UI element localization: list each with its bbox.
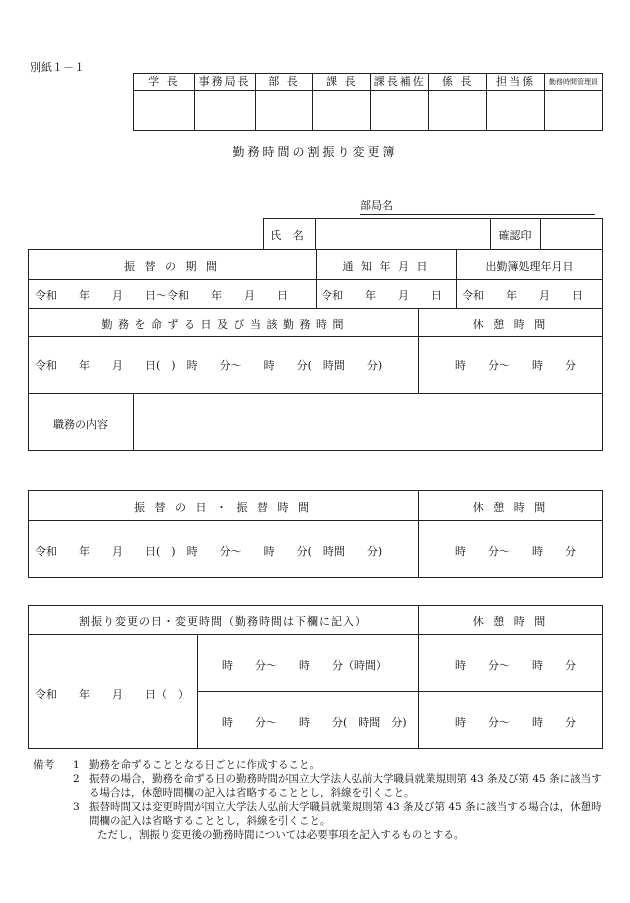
change-time-value-2[interactable]: 時 分～ 時 分( 時間 分) <box>222 716 407 729</box>
remarks-label: 備考 <box>33 759 54 771</box>
stamp-col-president[interactable]: 学 長 <box>134 74 195 130</box>
remarks <box>33 758 608 842</box>
period-header: 振 替 の 期 間 <box>124 260 220 273</box>
duty-content-label: 職務の内容 <box>53 418 108 431</box>
confirm-label: 確認印 <box>498 229 532 242</box>
stamp-col-director[interactable]: 部 長 <box>256 74 314 130</box>
department-label: 部局名 <box>360 199 393 212</box>
stamp-col-staff[interactable]: 担当係 <box>487 74 545 130</box>
name-input[interactable] <box>316 219 490 249</box>
stamp-col-secretary-general[interactable]: 事務局長 <box>195 74 256 130</box>
rest-time-value-3a[interactable]: 時 分～ 時 分 <box>455 659 576 672</box>
rest-time-header-3: 休 憩 時 間 <box>472 615 549 628</box>
period-value[interactable]: 令和 年 月 日～令和 年 月 日 <box>35 289 288 302</box>
change-day-header: 割振り変更の日・変更時間（勤務時間は下欄に記入） <box>79 615 367 628</box>
transfer-day-header: 振 替 の 日 ・ 振 替 時 間 <box>134 501 312 514</box>
page-title: 勤務時間の割振り変更簿 <box>232 145 398 159</box>
change-time-value-1[interactable]: 時 分～ 時 分（時間） <box>222 659 387 672</box>
processed-date-header: 出勤簿処理年月日 <box>485 260 574 273</box>
stamp-col-deputy-chief[interactable]: 課長補佐 <box>371 74 429 130</box>
department-field[interactable] <box>360 197 595 215</box>
rest-time-value-1[interactable]: 時 分～ 時 分 <box>455 359 576 372</box>
rest-time-value-3b[interactable]: 時 分～ 時 分 <box>455 716 576 729</box>
duty-content-input[interactable] <box>134 394 602 450</box>
processed-date-value[interactable]: 令和 年 月 日 <box>462 289 583 302</box>
notice-date-header: 通 知 年 月 日 <box>342 260 430 273</box>
name-label: 氏 名 <box>270 229 308 242</box>
order-day-header: 勤 務 を 命 ず る 日 及 び 当 該 勤 務 時 間 <box>101 318 345 331</box>
notice-date-value[interactable]: 令和 年 月 日 <box>321 289 442 302</box>
attachment-label: 別紙１－１ <box>30 61 85 74</box>
remark-extra: ただし，割振り変更後の勤務時間については必要事項を記入するものとする。 <box>97 829 465 841</box>
remark-item: 3 振替時間又は変更時間が国立大学法人弘前大学職員就業規則第 43 条及び第 45 条に該当する場合は，休憩時間欄の記入は省略することとし，斜線を引くこと。 <box>73 801 602 827</box>
rest-time-header-1: 休 憩 時 間 <box>472 318 549 331</box>
confirm-seal-field[interactable] <box>541 219 602 249</box>
rest-time-value-2[interactable]: 時 分～ 時 分 <box>455 545 576 558</box>
approval-stamp-table <box>133 73 603 131</box>
stamp-col-time-manager[interactable]: 勤務時間管理員 <box>545 74 602 130</box>
stamp-col-section-chief[interactable]: 課 長 <box>313 74 371 130</box>
change-date-value[interactable]: 令和 年 月 日（ ） <box>35 688 189 701</box>
stamp-col-unit-chief[interactable]: 係 長 <box>429 74 487 130</box>
transfer-day-value[interactable]: 令和 年 月 日( ) 時 分～ 時 分( 時間 分) <box>35 545 383 558</box>
remark-item: 備考 1 勤務を命ずることとなる日ごとに作成すること。 <box>33 759 320 771</box>
rest-time-header-2: 休 憩 時 間 <box>472 501 549 514</box>
order-day-value[interactable]: 令和 年 月 日( ) 時 分～ 時 分( 時間 分) <box>35 359 383 372</box>
remark-item: 2 振替の場合，勤務を命ずる日の勤務時間が国立大学法人弘前大学職員就業規則第 43 条及び第 45 条に該当する場合は，休憩時間欄の記入は省略することとし，斜線を引くこと。 <box>73 773 602 799</box>
